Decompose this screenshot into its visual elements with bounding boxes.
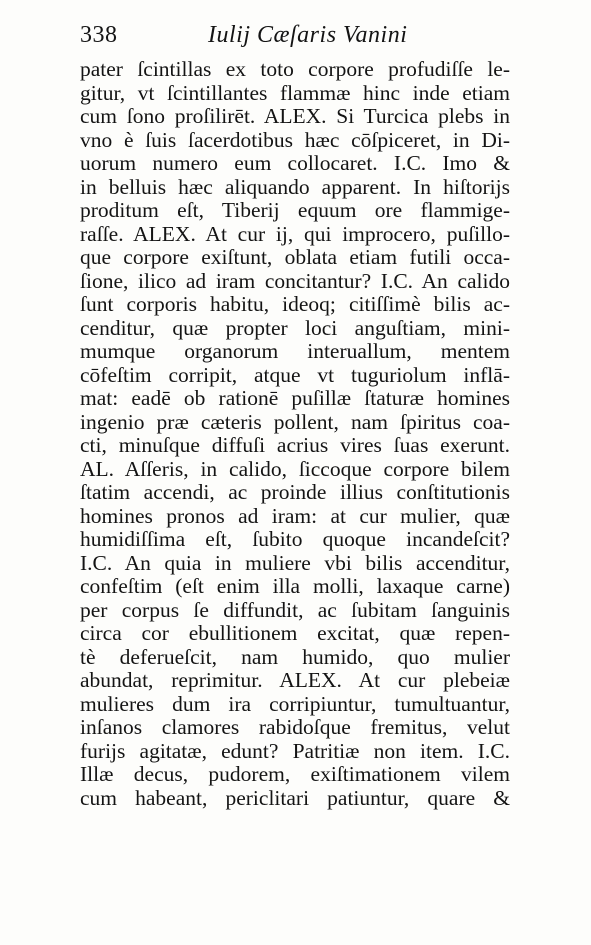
text-line: furijs agitatæ, edunt? Patritiæ non item. I.C.: [80, 739, 510, 763]
text-line: cōfeſtim corripit, atque vt tuguriolum inflā-: [80, 363, 510, 387]
text-line: humidiſſima eſt, ſubito quoque incandeſcit?: [80, 528, 510, 551]
text-line: cti, minuſque diffuſi acrius vires ſuas exerunt.: [80, 434, 510, 457]
text-line: cum ſono proſilirēt. ALEX. Si Turcica plebs in: [80, 105, 510, 128]
text-line: circa cor ebullitionem excitat, quæ repen-: [80, 622, 510, 645]
body-text: [80, 58, 510, 810]
text-line: ingenio præ cæteris pollent, nam ſpiritus coa-: [80, 410, 510, 434]
text-line: cum habeant, periclitari patiuntur, quare &: [80, 786, 510, 810]
text-line: I.C. An quia in muliere vbi bilis accenditur,: [80, 551, 510, 575]
text-line: ſunt corporis habitu, ideoq; citiſſimè bilis ac-: [80, 293, 510, 316]
running-head: [80, 18, 510, 52]
text-line: ſtatim accendi, ac proinde illius conſtitutionis: [80, 481, 510, 504]
text-line: vno è ſuis ſacerdotibus hæc cōſpiceret, in Di-: [80, 128, 510, 152]
text-line: mulieres dum ira corripiuntur, tumultuantur,: [80, 692, 510, 716]
text-line: proditum eſt, Tiberij equum ore flammige-: [80, 199, 510, 222]
text-line: que corpore exiſtunt, oblata etiam futili occa-: [80, 246, 510, 269]
text-line: mumque organorum interuallum, mentem: [80, 340, 510, 363]
text-line: mat: eadē ob rationē puſillæ ſtaturæ homines: [80, 387, 510, 410]
text-line: in belluis hæc aliquando apparent. In hiſtorijs: [80, 175, 510, 199]
text-line: pater ſcintillas ex toto corpore profudiſſe le-: [80, 58, 510, 81]
text-line: tè deferueſcit, nam humido, quo mulier: [80, 645, 510, 669]
text-line: AL. Aſſeris, in calido, ſiccoque corpore bilem: [80, 457, 510, 481]
text-line: ſione, ilico ad iram concitantur? I.C. An calido: [80, 269, 510, 293]
text-line: homines pronos ad iram: at cur mulier, quæ: [80, 504, 510, 528]
text-line: uorum numero eum collocaret. I.C. Imo &: [80, 152, 510, 175]
text-line: abundat, reprimitur. ALEX. At cur plebeiæ: [80, 669, 510, 692]
text-line: per corpus ſe diffundit, ac ſubitam ſanguinis: [80, 598, 510, 622]
text-line: raſſe. ALEX. At cur ij, qui improcero, puſillo-: [80, 222, 510, 246]
text-line: confeſtim (eſt enim illa molli, laxaque carne): [80, 575, 510, 598]
running-title: Iulij Cæſaris Vanini: [208, 22, 408, 48]
text-line: Illæ decus, pudorem, exiſtimationem vilem: [80, 763, 510, 786]
text-line: cenditur, quæ propter loci anguſtiam, mini-: [80, 316, 510, 340]
text-line: gitur, vt ſcintillantes flammæ hinc inde etiam: [80, 81, 510, 105]
text-line: inſanos clamores rabidoſque fremitus, velut: [80, 716, 510, 739]
page-number: 338: [80, 22, 118, 48]
